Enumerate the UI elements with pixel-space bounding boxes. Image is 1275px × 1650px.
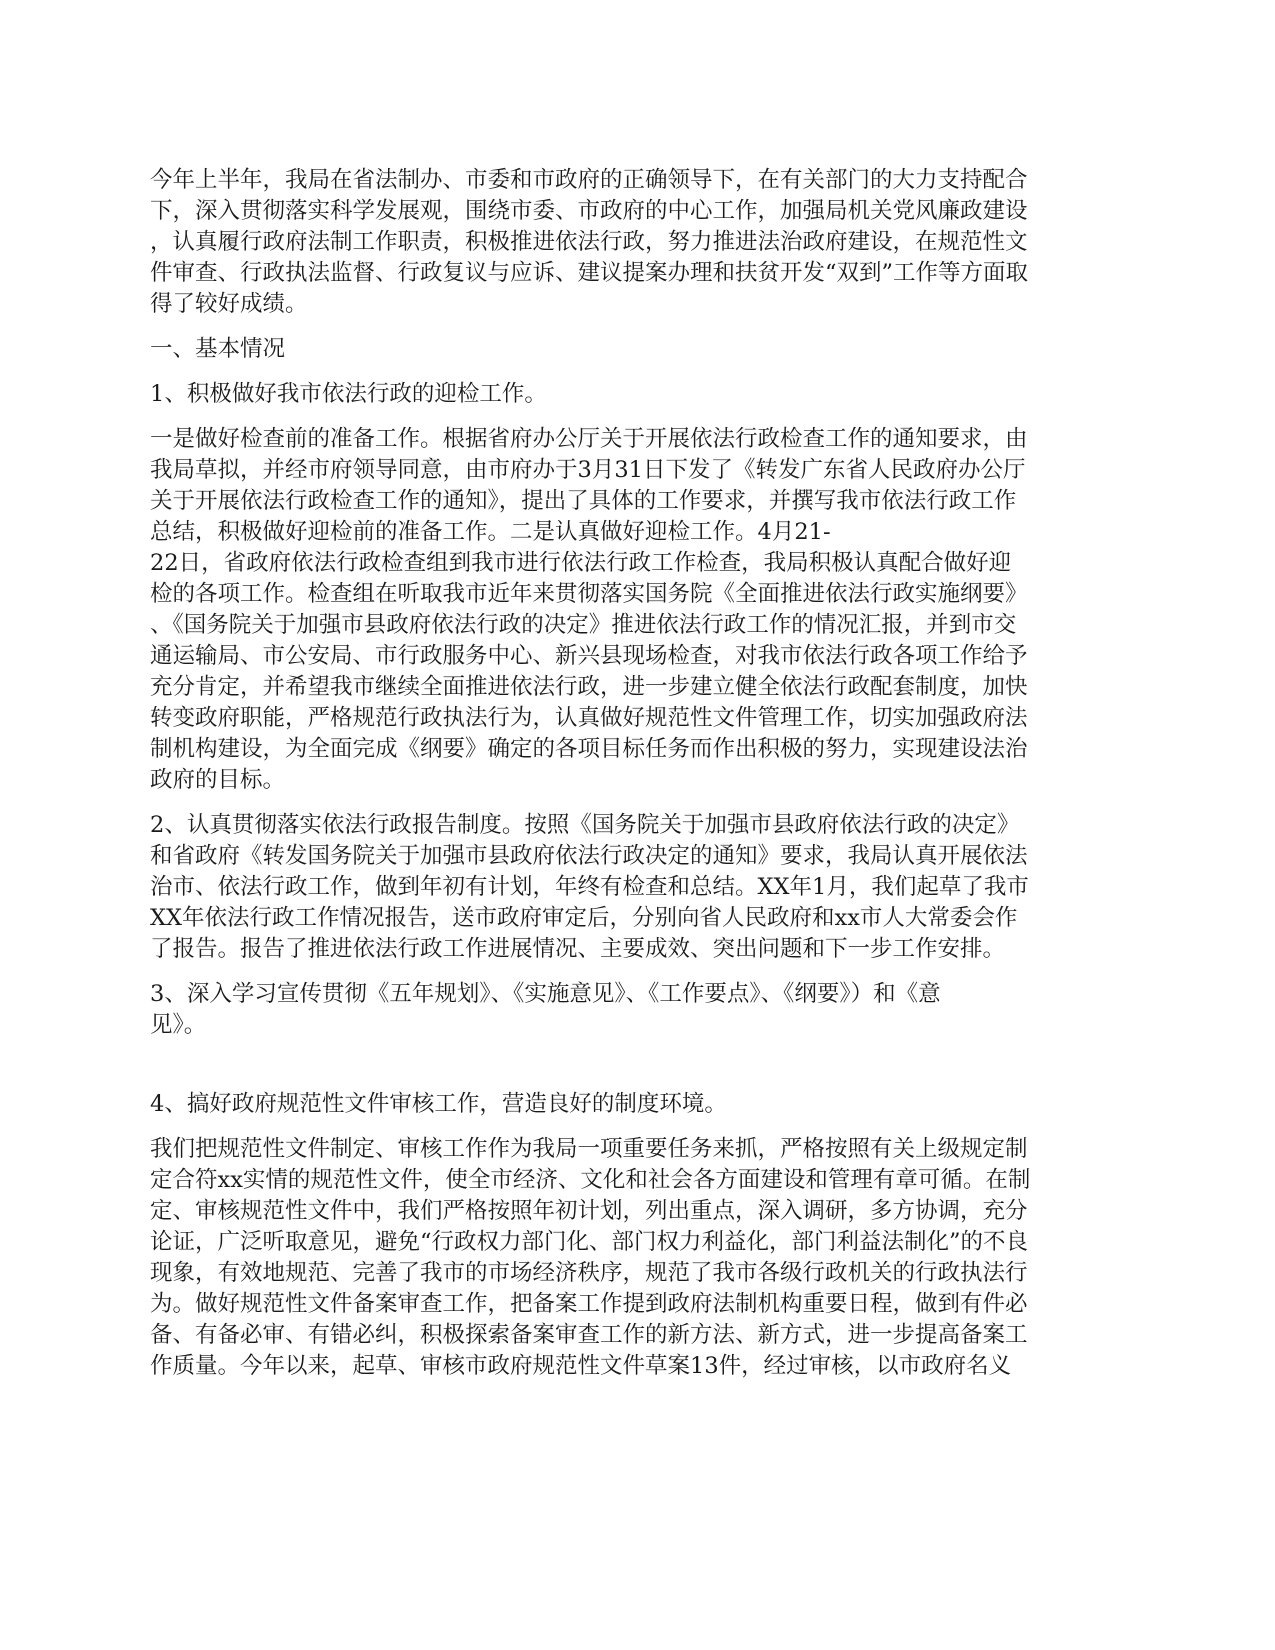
item-2-paragraph: 2、认真贯彻落实依法行政报告制度。按照《国务院关于加强市县政府依法行政的决定》 和省政府《转发国务院关于加强市县政府依法行政决定的通知》要求，我局认真开展依法 治市、依法行政工作，做到年初有计划，年终有检查和总结。XX年1月，我们起草了我市 XX年依法行政工作情况报告，送市政府审定后，分别向省人民政府和xx市人大常委会作 了报告。报告了推进依法行政工作进展情况、主要成效、突出问题和下一步工作安排。 <box>150 812 1029 962</box>
blank-spacer <box>150 1055 1092 1089</box>
item-1-body: 一是做好检查前的准备工作。根据省府办公厅关于开展依法行政检查工作的通知要求，由 我局草拟，并经市府领导同意，由市府办于3月31日下发了《转发广东省人民政府办公厅 关于开展依法行政检查工作的通知》，提出了具体的工作要求，并撰写我市依法行政工作 总结，积极做好迎检前的准备工作。二是认真做好迎检工作。4月21- 22日，省政府依法行政检查组到我市进行依法行政工作检查，我局积极认真配合做好迎 检的各项工作。检查组在听取我市近年来贯彻落实国务院《全面推进依法行政实施纲要》 、《国务院关于加强市县政府依法行政的决定》推进依法行政工作的情况汇报，并到市交 通运输局、市公安局、市行政服务中心、新兴县现场检查，对我市依法行政各项工作给予 充分肯定，并希望我市继续全面推进依法行政，进一步建立健全依法行政配套制度，加快 转变政府职能，严格规范行政执法行为，认真做好规范性文件管理工作，切实加强政府法 制机构建设，为全面完成《纲要》确定的各项目标任务而作出积极的努力，实现建设法治 政府的目标。 <box>150 426 1028 793</box>
item-4-heading: 4、搞好政府规范性文件审核工作，营造良好的制度环境。 <box>150 1091 727 1117</box>
document-body <box>150 165 1092 1396</box>
item-3-paragraph: 3、深入学习宣传贯彻《五年规划》、《实施意见》、《工作要点》、《纲要》）和《意 见》。 <box>150 981 941 1038</box>
item-1-heading: 1、积极做好我市依法行政的迎检工作。 <box>150 381 547 407</box>
item-4-body: 我们把规范性文件制定、审核工作作为我局一项重要任务来抓，严格按照有关上级规定制 定合符xx实情的规范性文件，使全市经济、文化和社会各方面建设和管理有章可循。在制 定、审核规范性文件中，我们严格按照年初计划，列出重点，深入调研，多方协调，充分 论证，广泛听取意见，避免“行政权力部门化、部门权力利益化，部门利益法制化”的不良 现象，有效地规范、完善了我市的市场经济秩序，规范了我市各级行政机关的行政执法行 为。做好规范性文件备案审查工作，把备案工作提到政府法制机构重要日程，做到有件必 备、有备必审、有错必纠，积极探索备案审查工作的新方法、新方式，进一步提高备案工 作质量。今年以来，起草、审核市政府规范性文件草案13件，经过审核，以市政府名义 <box>150 1136 1031 1379</box>
section-heading-basic-situation: 一、基本情况 <box>150 336 286 362</box>
intro-paragraph: 今年上半年，我局在省法制办、市委和市政府的正确领导下，在有关部门的大力支持配合 下，深入贯彻落实科学发展观，围绕市委、市政府的中心工作，加强局机关党风廉政建设 ，认真履行政府法制工作职责，积极推进依法行政，努力推进法治政府建设，在规范性文 件审查、行政执法监督、行政复议与应诉、建议提案办理和扶贫开发“双到”工作等方面取 得了较好成绩。 <box>150 167 1029 317</box>
